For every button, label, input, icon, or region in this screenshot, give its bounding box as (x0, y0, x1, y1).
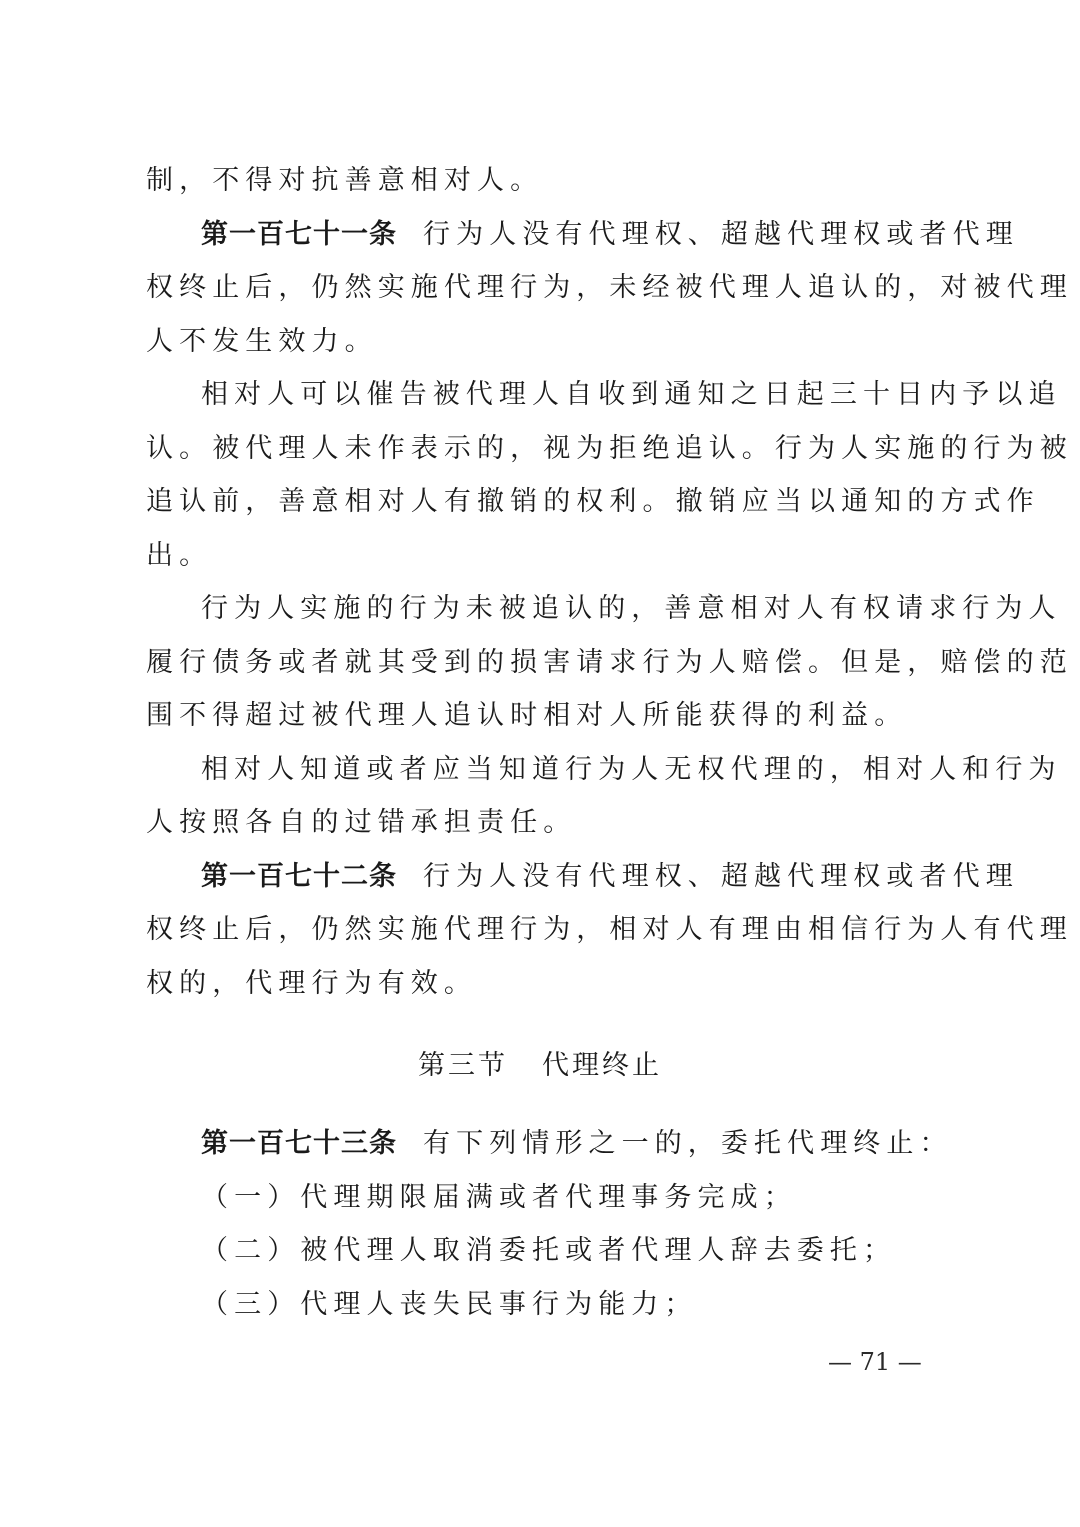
section-number: 第三节 (418, 1050, 508, 1081)
list-item: （二）被代理人取消委托或者代理人辞去委托； (201, 1235, 897, 1266)
text-line: 权终止后，仍然实施代理行为，相对人有理由相信行为人有代理 (146, 914, 1073, 945)
text-line: 出。 (146, 540, 213, 571)
text-line: 围不得超过被代理人追认时相对人所能获得的利益。 (146, 700, 908, 731)
text-line: 追认前，善意相对人有撤销的权利。撤销应当以通知的方式作 (146, 486, 1040, 517)
article-label: 第一百七十一条 (201, 219, 397, 250)
paragraph-first-line: 相对人可以催告被代理人自收到通知之日起三十日内予以追 (201, 379, 1062, 410)
article-text: 有下列情形之一的，委托代理终止： (423, 1128, 953, 1159)
text-line: 人按照各自的过错承担责任。 (146, 807, 577, 838)
article-171-first-line (201, 208, 1019, 262)
paragraph-first-line: 相对人知道或者应当知道行为人无权代理的，相对人和行为 (201, 754, 1062, 785)
article-173-first-line (201, 1117, 1001, 1171)
section-title: 代理终止 (542, 1050, 662, 1081)
paragraph-first-line: 行为人实施的行为未被追认的，善意相对人有权请求行为人 (201, 593, 1062, 624)
article-text: 行为人没有代理权、超越代理权或者代理 (423, 219, 1019, 250)
list-item: （一）代理期限届满或者代理事务完成； (201, 1182, 797, 1213)
section-heading (0, 1039, 1080, 1093)
article-172-first-line (201, 850, 1019, 904)
text-line: 认。被代理人未作表示的，视为拒绝追认。行为人实施的行为被 (146, 433, 1073, 464)
article-label: 第一百七十三条 (201, 1128, 397, 1159)
text-line: 权的，代理行为有效。 (146, 968, 477, 999)
text-line: 制，不得对抗善意相对人。 (146, 165, 544, 196)
text-line: 履行债务或者就其受到的损害请求行为人赔偿。但是，赔偿的范 (146, 647, 1073, 678)
text-line: 人不发生效力。 (146, 326, 378, 357)
list-item: （三）代理人丧失民事行为能力； (201, 1289, 698, 1320)
text-line: 权终止后，仍然实施代理行为，未经被代理人追认的，对被代理 (146, 272, 1073, 303)
page-number: — 71 — (828, 1348, 922, 1376)
article-label: 第一百七十二条 (201, 861, 397, 892)
article-text: 行为人没有代理权、超越代理权或者代理 (423, 861, 1019, 892)
